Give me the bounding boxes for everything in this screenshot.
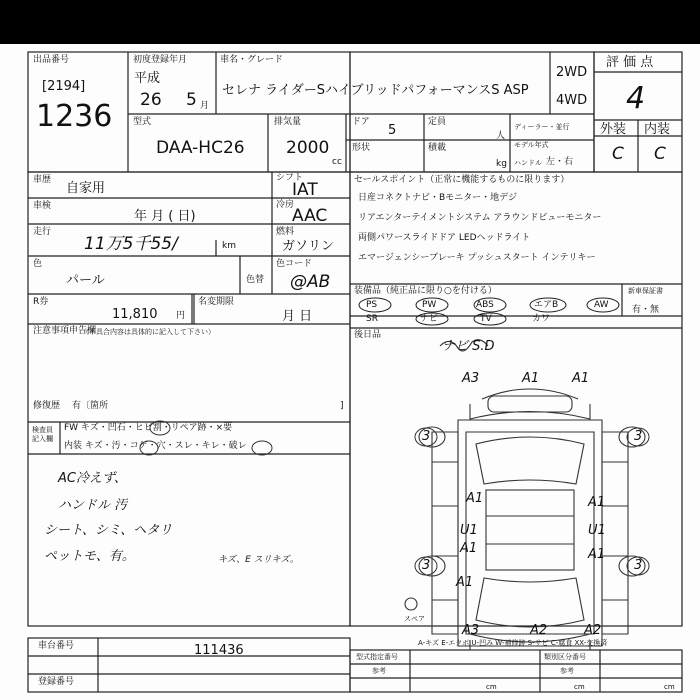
km-unit: km <box>222 241 236 251</box>
lot-label: 出品番号 <box>33 55 70 65</box>
equip-ps: PS <box>366 300 378 310</box>
plate-label: 登録番号 <box>38 677 75 687</box>
damage-mark: 3 <box>422 429 431 444</box>
shift-value: IAT <box>292 180 318 200</box>
yen-unit: 円 <box>176 311 186 321</box>
damage-legend: A-キズ E-エクボ U-凹み W-補修跡 S-サビ C-腐食 XX-交換済 <box>418 639 608 647</box>
notes-sub: （不具合内容は具体的に記入して下さい） <box>82 328 215 336</box>
handwritten-note: シート、シミ、ヘタリ <box>44 523 173 538</box>
damage-mark: A3 <box>462 623 480 638</box>
top-black-bar <box>0 0 700 44</box>
kg-unit: kg <box>496 159 507 169</box>
reg-month: 5 <box>186 90 197 110</box>
persons-unit: 人 <box>496 131 506 141</box>
doors: 5 <box>388 123 397 138</box>
name-label: 車名・グレード <box>220 55 284 65</box>
mileage: 11万5千55/ <box>84 234 178 254</box>
door-label: ドア <box>352 117 370 127</box>
selling-point-item: リアエンターテイメントシステム アラウンドビューモニター <box>358 213 602 223</box>
sheet-grid <box>0 44 700 700</box>
model-label: 型式 <box>133 117 152 127</box>
interior-grade: C <box>654 144 666 164</box>
shift-label: シフト <box>276 173 304 183</box>
color-value: パール <box>66 273 105 288</box>
repair-value: 有〔箇所 <box>72 401 109 411</box>
equip-aw: AW <box>594 300 609 310</box>
aircon-value: AAC <box>292 206 328 226</box>
damage-mark: A1 <box>466 491 484 506</box>
cm-unit: cm <box>486 683 497 691</box>
warranty-label: 新車保証書 <box>628 287 663 295</box>
damage-mark: 3 <box>422 558 431 573</box>
handle-value: 左・右 <box>546 157 574 167</box>
damage-mark: A1 <box>522 371 540 386</box>
color-label: 色 <box>33 259 43 269</box>
type-designation-label: 型式指定番号 <box>356 653 398 661</box>
damage-mark: A1 <box>588 495 606 510</box>
handwritten-note: AC冷えず、 <box>58 471 127 486</box>
handwritten-note: ペットモ、有。 <box>44 549 135 564</box>
recycle-fee: 11,810 <box>112 307 158 322</box>
exterior-label: 外装 <box>600 122 627 137</box>
equipment-label: 装備品（純正品に限り○を付ける） <box>354 286 497 296</box>
shape-label: 形状 <box>352 143 371 153</box>
car-damage-diagram <box>405 389 645 650</box>
equip-leather: カワ <box>532 314 551 324</box>
damage-mark: A1 <box>460 541 478 556</box>
car-history: 自家用 <box>66 181 106 196</box>
inspection-text: 年 月 ( 日) <box>134 209 196 224</box>
selling-points-label: セールスポイント（正常に機能するものに限ります） <box>354 175 570 185</box>
handwritten-side-note: キズ、E スリキズ。 <box>218 555 299 565</box>
warranty-value: 有・無 <box>632 305 660 315</box>
era: 平成 <box>134 71 161 86</box>
inspector-row-interior: 内装 キズ・汚・コゲ・穴・スレ・キレ・破レ <box>64 441 247 451</box>
repair-label: 修復歴 <box>33 401 61 411</box>
color-code-label: 色コード <box>276 259 313 269</box>
selling-point-item: 日産コネクトナビ・Bモニター・地デジ <box>358 193 517 203</box>
name-change-label: 名変期限 <box>198 297 235 307</box>
cm-unit-2: cm <box>574 683 585 691</box>
displacement: 2000 <box>286 138 330 158</box>
exterior-grade: C <box>612 144 624 164</box>
notes-label: 注意事項申告欄 <box>33 326 97 336</box>
fuel-label: 燃料 <box>276 227 295 237</box>
repair-close: ] <box>340 401 344 411</box>
name-change-text: 月 日 <box>282 309 313 324</box>
inspector-label: 検査員記入欄 <box>32 426 53 444</box>
aircon-label: 冷房 <box>276 200 295 210</box>
damage-mark: 3 <box>634 558 643 573</box>
cc-unit: cc <box>332 157 342 167</box>
drive-4wd: 4WD <box>556 93 588 108</box>
equip-pw: PW <box>422 300 437 310</box>
first-reg-label: 初度登録年月 <box>133 55 188 65</box>
load-label: 積載 <box>428 143 447 153</box>
drive-2wd: 2WD <box>556 65 588 80</box>
damage-mark: A2 <box>584 623 602 638</box>
fuel-value: ガソリン <box>282 239 335 254</box>
damage-mark: A3 <box>462 371 480 386</box>
model-code: DAA-HC26 <box>156 138 245 158</box>
spare-label: スペア <box>404 615 425 623</box>
handle-label: ハンドル <box>514 159 542 167</box>
month-unit: 月 <box>200 101 210 111</box>
chassis-label: 車台番号 <box>38 641 75 651</box>
equip-sr: SR <box>366 314 378 324</box>
inspection-label: 車検 <box>33 201 52 211</box>
ref-label: 参考 <box>372 667 386 675</box>
damage-mark: A2 <box>530 623 548 638</box>
equip-airbag: エアB <box>534 300 559 310</box>
damage-mark: 3 <box>634 429 643 444</box>
equip-tv: TV <box>480 314 492 324</box>
dealer-label: ディーラー・並行 <box>514 123 570 131</box>
inspector-row-fw: FW キズ・凹石・ヒビ割・リペア跡・×要 <box>64 423 233 433</box>
equip-navi: ナビ <box>420 314 439 324</box>
lot-code: [2194] <box>42 79 86 94</box>
recycle-label: R券 <box>33 297 49 307</box>
damage-mark: U1 <box>588 523 606 538</box>
reg-year: 26 <box>140 90 162 110</box>
cm-unit-3: cm <box>664 683 675 691</box>
model-year-label: モデル年式 <box>514 141 549 149</box>
color-code: @AB <box>290 272 331 292</box>
damage-mark: U1 <box>460 523 478 538</box>
capacity-label: 定員 <box>428 117 447 127</box>
car-name: セレナ ライダーSハイブリッドパフォーマンスS ASP <box>222 83 529 98</box>
selling-point-item: 両側パワースライドドア LEDヘッドライト <box>358 233 531 243</box>
selling-point-item: エマージェンシーブレーキ プッシュスタート インテリキー <box>358 253 596 263</box>
after-value: ナビ S.D <box>442 339 495 354</box>
score-value: 4 <box>626 81 646 116</box>
classification-label: 類別区分番号 <box>544 653 586 661</box>
damage-mark: A1 <box>572 371 590 386</box>
auction-sheet <box>0 44 700 700</box>
interior-label: 内装 <box>644 122 671 137</box>
color-change-label: 色替 <box>246 275 265 285</box>
car-history-label: 車歴 <box>33 175 52 185</box>
chassis-number: 111436 <box>194 643 244 658</box>
damage-mark: A1 <box>588 547 606 562</box>
after-label: 後日品 <box>354 330 382 340</box>
handwritten-note: ハンドル 汚 <box>58 498 128 513</box>
mileage-label: 走行 <box>33 227 52 237</box>
score-label: 評 価 点 <box>606 55 654 70</box>
lot-number: 1236 <box>36 99 113 134</box>
equip-abs: ABS <box>476 300 494 310</box>
damage-mark: A1 <box>456 575 474 590</box>
ref-label-2: 参考 <box>560 667 574 675</box>
displacement-label: 排気量 <box>274 117 302 127</box>
